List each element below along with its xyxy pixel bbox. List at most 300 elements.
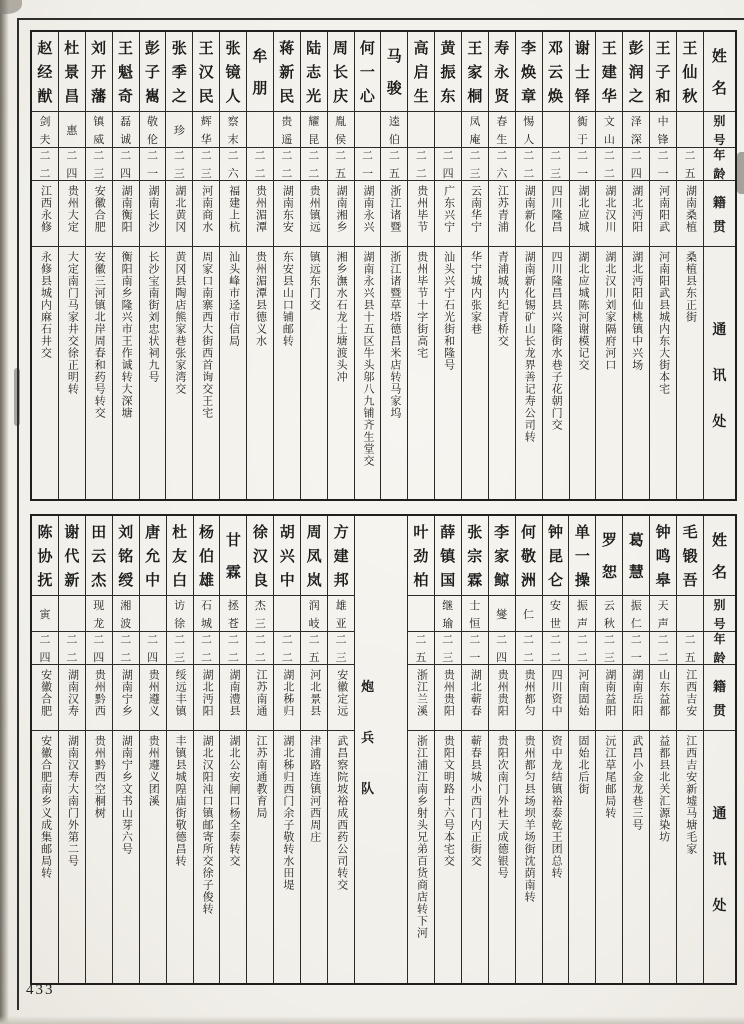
char: 二	[523, 168, 535, 180]
char: 张	[467, 525, 483, 541]
name-cell	[435, 516, 461, 596]
origin-cell	[220, 181, 246, 247]
char: 二	[335, 150, 347, 162]
person-column	[489, 516, 516, 983]
char: 何	[521, 525, 537, 541]
char: 二	[388, 150, 400, 162]
char: 国	[440, 573, 456, 589]
origin-text: 湖南永兴	[362, 185, 375, 233]
char: 访	[174, 599, 186, 612]
char: 昆	[308, 133, 320, 146]
char: 湘	[120, 599, 132, 612]
header-origin-cell	[704, 181, 735, 247]
age-cell	[140, 148, 166, 181]
person-column	[113, 32, 140, 499]
header-alias-cell	[704, 596, 735, 632]
char: 籍	[712, 195, 726, 210]
age-cell	[86, 632, 112, 665]
person-column	[462, 32, 489, 499]
char: 讯	[712, 369, 727, 384]
person-column	[301, 516, 328, 983]
char: 二	[227, 150, 239, 162]
person-column	[166, 32, 193, 499]
char: 四	[39, 652, 51, 664]
age-cell	[247, 632, 273, 665]
char: 贯	[713, 703, 727, 718]
alias-cell	[247, 112, 273, 148]
origin-text: 河南固始	[577, 669, 589, 717]
alias-cell	[489, 112, 515, 148]
origin-cell	[86, 181, 112, 247]
char: 二	[576, 634, 588, 646]
header-age-cell	[704, 148, 735, 181]
char: 柏	[413, 573, 429, 589]
origin-text: 江苏青浦	[496, 185, 509, 233]
address-text: 周家口南寨西大街西首询交王宅	[200, 251, 213, 419]
origin-cell	[274, 181, 300, 247]
char: 二	[281, 168, 293, 180]
char: 叶	[413, 525, 429, 541]
origin-text: 安徽合肥	[93, 185, 106, 233]
age-cell	[408, 632, 434, 665]
char: 龄	[713, 651, 726, 665]
name-cell	[462, 32, 488, 112]
origin-text: 贵州湄潭	[254, 185, 267, 233]
origin-text: 江苏南通	[254, 669, 267, 717]
char: 子	[144, 65, 160, 81]
alias-cell	[86, 596, 112, 632]
char: 末	[227, 133, 239, 146]
section-label-cell	[355, 516, 407, 983]
origin-cell	[167, 665, 193, 731]
origin-text: 河北景县	[308, 669, 321, 717]
char: 春	[496, 115, 508, 128]
char: 方	[333, 525, 349, 541]
char: 光	[306, 89, 322, 105]
person-column	[650, 516, 677, 983]
address-text: 浙江诸暨草塔德昌米店转马家坞	[388, 251, 401, 419]
alias-cell	[489, 596, 515, 632]
char: 二	[630, 150, 642, 162]
age-cell	[274, 148, 300, 181]
char: 胤	[335, 115, 347, 128]
char: 胡	[279, 525, 295, 541]
char: 陆	[306, 41, 322, 57]
alias-cell	[32, 596, 58, 632]
name-cell	[381, 32, 407, 112]
char: 四	[442, 168, 454, 180]
origin-text: 贵州毕节	[415, 185, 428, 233]
alias-cell	[596, 596, 622, 632]
char: 云	[603, 599, 615, 612]
header-name-cell	[704, 32, 735, 112]
char: 振	[630, 599, 642, 612]
char: 二	[66, 150, 78, 162]
alias-cell	[59, 112, 85, 148]
char: 刘	[91, 41, 107, 57]
person-column	[59, 516, 86, 983]
char: 马	[386, 49, 402, 65]
char: 汉	[252, 549, 268, 565]
char: 二	[549, 634, 561, 646]
origin-cell	[623, 181, 649, 247]
char: 子	[655, 65, 671, 81]
char: 锋	[657, 133, 669, 146]
age-cell	[543, 148, 569, 181]
name-cell	[274, 516, 300, 596]
char: 四	[147, 652, 159, 664]
alias-cell	[220, 112, 246, 148]
address-text: 湘乡潕水石龙士塘渡头冲	[335, 251, 348, 383]
alias-cell	[435, 596, 461, 632]
address-cell	[86, 247, 112, 499]
char: 永	[494, 65, 510, 81]
age-cell	[650, 148, 676, 181]
char: 四	[120, 168, 132, 180]
char: 开	[91, 65, 107, 81]
origin-text: 湖北黄冈	[173, 185, 186, 233]
char: 高	[413, 41, 429, 57]
char: 生	[496, 133, 508, 146]
origin-text: 绥远丰镇	[174, 669, 187, 717]
char: 劲	[413, 549, 429, 565]
address-cell	[328, 731, 354, 983]
char: 六	[496, 168, 508, 180]
address-cell	[596, 731, 622, 983]
char: 二	[281, 634, 293, 646]
char: 四	[630, 168, 642, 180]
origin-text: 江西吉安	[684, 669, 697, 717]
page-frame-left-rule	[17, 18, 19, 1010]
address-text: 丰镇县城隍庙街敬德昌转	[174, 735, 187, 867]
origin-cell	[570, 181, 596, 247]
char: 炮	[361, 679, 375, 694]
char: 志	[306, 65, 322, 81]
char: 耀	[308, 115, 320, 128]
alias-cell	[301, 112, 327, 148]
origin-cell	[489, 665, 515, 731]
char: 二	[227, 634, 239, 646]
header-address-cell	[704, 247, 735, 499]
char: 慧	[628, 565, 644, 581]
char: 和	[655, 89, 671, 105]
char: 二	[147, 634, 159, 646]
person-column	[167, 516, 194, 983]
address-text: 贵州都匀县场坝羊场街沈荫南转	[523, 735, 536, 903]
origin-cell	[543, 181, 569, 247]
age-cell	[274, 632, 300, 665]
name-cell	[193, 32, 219, 112]
char: 生	[413, 89, 429, 105]
origin-cell	[355, 181, 381, 247]
origin-text: 湖南澧县	[228, 669, 241, 717]
address-cell	[650, 731, 676, 983]
char: 经	[37, 65, 53, 81]
origin-text: 湖北沔阳	[201, 669, 214, 717]
origin-cell	[220, 665, 246, 731]
char: 三	[550, 168, 562, 180]
origin-cell	[569, 665, 595, 731]
char: 仁	[630, 617, 642, 630]
char: 华	[601, 89, 617, 105]
origin-text: 湖北应城	[577, 185, 590, 233]
char: 汉	[198, 65, 214, 81]
char: 贯	[712, 219, 726, 234]
char: 民	[279, 89, 295, 105]
address-text: 贵州毕节十字街高宅	[415, 251, 428, 359]
alias-cell	[677, 596, 703, 632]
char: 三	[200, 168, 212, 180]
address-text: 贵州遵义团溪	[147, 735, 160, 807]
char: 庵	[469, 133, 481, 146]
char: 友	[172, 549, 188, 565]
char: 绶	[118, 573, 134, 589]
char: 二	[39, 168, 51, 180]
alias-cell	[328, 112, 354, 148]
char: 名	[711, 81, 727, 97]
origin-text: 山东益都	[657, 669, 670, 717]
person-column	[650, 32, 677, 499]
char: 石	[200, 599, 212, 612]
char: 三	[469, 168, 481, 180]
alias-cell	[516, 112, 542, 148]
alias-cell	[167, 596, 193, 632]
char: 二	[549, 652, 561, 664]
origin-text: 福建上杭	[227, 185, 240, 233]
origin-text: 四川隆昌	[550, 185, 563, 233]
address-text: 固始北后街	[577, 735, 589, 795]
char: 声	[657, 617, 669, 630]
char: 岚	[306, 573, 322, 589]
char: 二	[576, 652, 588, 664]
char: 二	[120, 150, 132, 162]
alias-cell	[569, 596, 595, 632]
person-column	[462, 516, 489, 983]
char: 朋	[252, 81, 268, 97]
alias-cell	[381, 112, 407, 148]
alias-cell	[596, 112, 622, 148]
origin-text: 河南阳武	[657, 185, 670, 233]
address-text: 河南阳武县城内东大街本宅	[657, 251, 670, 395]
origin-text: 湖南湘乡	[335, 185, 348, 233]
char: 秋	[603, 617, 615, 630]
address-cell	[623, 731, 649, 983]
address-text: 津浦路连镇河西周庄	[308, 735, 321, 843]
char: 中	[657, 115, 669, 128]
char: 张	[225, 41, 241, 57]
char: 二	[496, 634, 508, 646]
person-column	[247, 516, 274, 983]
address-cell	[274, 731, 300, 983]
address-cell	[623, 247, 649, 499]
char: 振	[440, 65, 456, 81]
char: 钟	[655, 525, 671, 541]
address-cell	[516, 731, 542, 983]
char: 二	[174, 634, 186, 646]
name-cell	[596, 516, 622, 596]
alias-cell	[301, 596, 327, 632]
age-cell	[328, 148, 354, 181]
char: 二	[200, 634, 212, 646]
address-cell	[543, 731, 569, 983]
origin-text: 贵州贵阳	[442, 669, 455, 717]
char: 二	[335, 634, 347, 646]
address-cell	[677, 731, 703, 983]
origin-text: 云南华宁	[469, 185, 482, 233]
char: 猷	[37, 89, 53, 105]
char: 焕	[548, 89, 564, 105]
age-cell	[247, 148, 273, 181]
alias-cell	[462, 112, 488, 148]
origin-cell	[596, 181, 622, 247]
char: 二	[603, 634, 615, 646]
char: 黄	[440, 41, 456, 57]
age-cell	[140, 632, 166, 665]
name-cell	[301, 32, 327, 112]
address-text: 贵阳次南门外杜天成德银号	[496, 735, 509, 879]
char: 安	[549, 599, 561, 612]
char: 皋	[655, 573, 671, 589]
char: 号	[713, 616, 726, 631]
address-text: 湖北汉川刘家隔府河口	[603, 251, 616, 371]
address-text: 贵州湄潭县德义水	[254, 251, 267, 347]
header-name-cell	[704, 516, 735, 596]
char: 代	[64, 549, 80, 565]
char: 苍	[227, 617, 239, 630]
char: 甘	[225, 533, 241, 549]
age-cell	[193, 148, 219, 181]
char: 抚	[37, 573, 53, 589]
origin-cell	[247, 181, 273, 247]
address-text: 资中龙结镇裕泰乾王团总转	[550, 735, 563, 879]
char: 赵	[37, 41, 53, 57]
header-age-cell	[704, 632, 735, 665]
char: 雄	[335, 599, 347, 612]
alias-cell	[194, 596, 220, 632]
origin-cell	[301, 665, 327, 731]
address-text: 湖南汉寿大南门外第二号	[66, 735, 79, 867]
char: 陈	[37, 525, 53, 541]
alias-cell	[650, 596, 676, 632]
origin-cell	[408, 665, 434, 731]
age-cell	[355, 148, 381, 181]
header-column	[704, 516, 735, 983]
address-text: 华宁城内张家巷	[469, 251, 482, 335]
address-text: 汕头峰市迳市信局	[227, 251, 240, 347]
char: 二	[93, 150, 105, 162]
age-cell	[489, 148, 515, 181]
age-cell	[435, 148, 461, 181]
name-cell	[301, 516, 327, 596]
name-cell	[220, 32, 246, 112]
age-cell	[623, 148, 649, 181]
char: 秋	[682, 89, 698, 105]
char: 二	[523, 150, 535, 162]
name-cell	[86, 516, 112, 596]
char: 长	[333, 65, 349, 81]
char: 一	[574, 549, 590, 565]
char: 二	[469, 634, 481, 646]
char: 嶲	[144, 89, 160, 105]
age-cell	[113, 148, 139, 181]
alias-cell	[462, 596, 488, 632]
origin-text: 贵州遵义	[147, 669, 160, 717]
name-cell	[569, 516, 595, 596]
person-column	[623, 32, 650, 499]
name-cell	[435, 32, 461, 112]
address-cell	[489, 731, 515, 983]
origin-cell	[650, 181, 676, 247]
char: 宗	[467, 549, 483, 565]
char: 刘	[118, 525, 134, 541]
address-text: 沅江草尾邮局转	[603, 735, 616, 819]
char: 华	[200, 133, 212, 146]
scan-left-edge-shadow	[0, 0, 9, 1024]
origin-text: 湖南岳阳	[630, 669, 643, 717]
name-cell	[32, 516, 58, 596]
age-cell	[59, 148, 85, 181]
char: 铭	[118, 549, 134, 565]
address-cell	[301, 247, 327, 499]
name-cell	[247, 516, 273, 596]
char: 通	[712, 323, 727, 338]
char: 二	[603, 168, 615, 180]
char: 二	[281, 652, 293, 664]
age-cell	[462, 148, 488, 181]
char: 王	[601, 41, 617, 57]
alias-cell	[140, 596, 166, 632]
address-cell	[194, 731, 220, 983]
origin-cell	[623, 665, 649, 731]
char: 仙	[682, 65, 698, 81]
origin-cell	[86, 665, 112, 731]
age-cell	[328, 632, 354, 665]
char: 二	[657, 634, 669, 646]
person-column	[435, 516, 462, 983]
age-cell	[194, 632, 220, 665]
char: 锻	[682, 549, 698, 565]
char: 伯	[198, 549, 214, 565]
char: 二	[684, 150, 696, 162]
char: 良	[252, 573, 268, 589]
name-cell	[516, 32, 542, 112]
name-cell	[408, 516, 434, 596]
char: 衠	[576, 115, 588, 128]
char: 兴	[279, 549, 295, 565]
origin-cell	[408, 181, 434, 247]
char: 瑜	[442, 617, 454, 630]
origin-text: 河南商水	[200, 185, 213, 233]
age-cell	[113, 632, 139, 665]
alias-cell	[166, 112, 192, 148]
char: 二	[254, 168, 266, 180]
char: 二	[630, 634, 642, 646]
address-text: 浙江浦江南乡射头兄弟百货商店转下河	[415, 735, 428, 939]
char: 一	[630, 652, 642, 664]
char: 镜	[225, 65, 241, 81]
char: 五	[684, 168, 696, 180]
char: 士	[469, 599, 481, 612]
char: 牟	[252, 49, 268, 65]
char: 镇	[93, 115, 105, 128]
char: 寿	[494, 41, 510, 57]
char: 一	[359, 65, 375, 81]
char: 云	[548, 65, 564, 81]
char: 奇	[118, 89, 134, 105]
person-column	[220, 32, 247, 499]
address-cell	[167, 731, 193, 983]
person-column	[193, 32, 220, 499]
